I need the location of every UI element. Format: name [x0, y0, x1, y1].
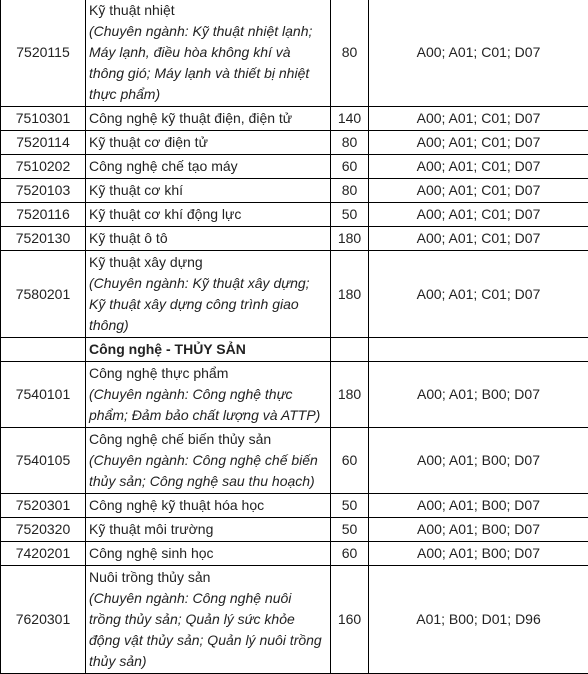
quota: 60: [331, 542, 369, 566]
table-row: [1, 566, 588, 674]
quota: 50: [331, 494, 369, 518]
major-code: 7510202: [1, 155, 86, 179]
subject-combinations: A00; A01; B00; D07: [369, 542, 588, 566]
major-code: 7520320: [1, 518, 86, 542]
major-name-cell: [86, 518, 331, 542]
quota: 160: [331, 566, 369, 674]
major-name-cell: [86, 542, 331, 566]
major-name: Kỹ thuật cơ điện tử: [89, 132, 327, 153]
major-specializations: (Chuyên ngành: Công nghệ nuôi trồng thủy sản; Quản lý sức khỏe động vật thủy sản; Quản lý nuôi trồng thủy sản): [89, 588, 327, 672]
major-name: Kỹ thuật nhiệt: [89, 0, 327, 21]
subject-combinations: A00; A01; C01; D07: [369, 131, 588, 155]
table-row: [1, 362, 588, 428]
major-name: Công nghệ kỹ thuật hóa học: [89, 495, 327, 516]
major-code: 7580201: [1, 251, 86, 338]
major-name: Kỹ thuật ô tô: [89, 228, 327, 249]
quota: 180: [331, 227, 369, 251]
major-name: Kỹ thuật xây dựng: [89, 252, 327, 273]
major-specializations: (Chuyên ngành: Công nghệ chế biến thủy sản; Công nghệ sau thu hoạch): [89, 450, 327, 492]
major-name: Công nghệ kỹ thuật điện, điện tử: [89, 108, 327, 129]
section-title: Công nghệ - THỦY SẢN: [86, 338, 331, 362]
major-name: Công nghệ chế tạo máy: [89, 156, 327, 177]
table-row: [1, 131, 588, 155]
section-combo-cell: [369, 338, 588, 362]
quota: 80: [331, 131, 369, 155]
major-name: Nuôi trồng thủy sản: [89, 567, 327, 588]
table-row: [1, 155, 588, 179]
major-code: 7520114: [1, 131, 86, 155]
table-row: [1, 494, 588, 518]
table-row: [1, 0, 588, 107]
major-name-cell: [86, 0, 331, 107]
quota: 180: [331, 362, 369, 428]
major-name-cell: [86, 251, 331, 338]
major-name-cell: [86, 566, 331, 674]
major-code: 7520103: [1, 179, 86, 203]
subject-combinations: A00; A01; C01; D07: [369, 107, 588, 131]
table-row: [1, 542, 588, 566]
major-code: 7420201: [1, 542, 86, 566]
table-row: [1, 179, 588, 203]
subject-combinations: A00; A01; B00; D07: [369, 362, 588, 428]
quota: 80: [331, 0, 369, 107]
major-name: Công nghệ sinh học: [89, 543, 327, 564]
major-name-cell: [86, 494, 331, 518]
major-specializations: (Chuyên ngành: Công nghệ thực phẩm; Đảm bảo chất lượng và ATTP): [89, 384, 327, 426]
table-row: [1, 251, 588, 338]
major-code: 7540105: [1, 428, 86, 494]
major-name: Kỹ thuật cơ khí: [89, 180, 327, 201]
table-row: [1, 428, 588, 494]
major-code: 7620301: [1, 566, 86, 674]
quota: 80: [331, 179, 369, 203]
major-name-cell: [86, 179, 331, 203]
quota: 50: [331, 203, 369, 227]
major-name: Kỹ thuật cơ khí động lực: [89, 204, 327, 225]
quota: 60: [331, 155, 369, 179]
section-quota-cell: [331, 338, 369, 362]
quota: 50: [331, 518, 369, 542]
major-name: Công nghệ thực phẩm: [89, 363, 327, 384]
major-code: 7520116: [1, 203, 86, 227]
subject-combinations: A00; A01; C01; D07: [369, 251, 588, 338]
admission-table-body: [1, 0, 588, 674]
table-row: [1, 518, 588, 542]
subject-combinations: A00; A01; B00; D07: [369, 518, 588, 542]
section-code-cell: [1, 338, 86, 362]
major-name-cell: [86, 428, 331, 494]
major-specializations: (Chuyên ngành: Kỹ thuật xây dựng; Kỹ thuật xây dựng công trình giao thông): [89, 273, 327, 336]
table-row: [1, 107, 588, 131]
major-name-cell: [86, 203, 331, 227]
major-name-cell: [86, 155, 331, 179]
major-code: 7510301: [1, 107, 86, 131]
table-row: [1, 203, 588, 227]
major-name-cell: [86, 107, 331, 131]
quota: 180: [331, 251, 369, 338]
subject-combinations: A00; A01; C01; D07: [369, 0, 588, 107]
major-code: 7520115: [1, 0, 86, 107]
major-code: 7520301: [1, 494, 86, 518]
major-code: 7540101: [1, 362, 86, 428]
quota: 60: [331, 428, 369, 494]
major-name-cell: [86, 227, 331, 251]
subject-combinations: A00; A01; B00; D07: [369, 494, 588, 518]
subject-combinations: A00; A01; C01; D07: [369, 203, 588, 227]
subject-combinations: A01; B00; D01; D96: [369, 566, 588, 674]
major-name-cell: [86, 362, 331, 428]
subject-combinations: A00; A01; B00; D07: [369, 428, 588, 494]
subject-combinations: A00; A01; C01; D07: [369, 155, 588, 179]
major-specializations: (Chuyên ngành: Kỹ thuật nhiệt lạnh; Máy lạnh, điều hòa không khí và thông gió; Máy lạnh và thiết bị nhiệt thực phẩm): [89, 21, 327, 105]
section-header-row: [1, 338, 588, 362]
table-row: [1, 227, 588, 251]
quota: 140: [331, 107, 369, 131]
subject-combinations: A00; A01; C01; D07: [369, 227, 588, 251]
major-name-cell: [86, 131, 331, 155]
major-name: Công nghệ chế biến thủy sản: [89, 429, 327, 450]
major-name: Kỹ thuật môi trường: [89, 519, 327, 540]
subject-combinations: A00; A01; C01; D07: [369, 179, 588, 203]
major-code: 7520130: [1, 227, 86, 251]
